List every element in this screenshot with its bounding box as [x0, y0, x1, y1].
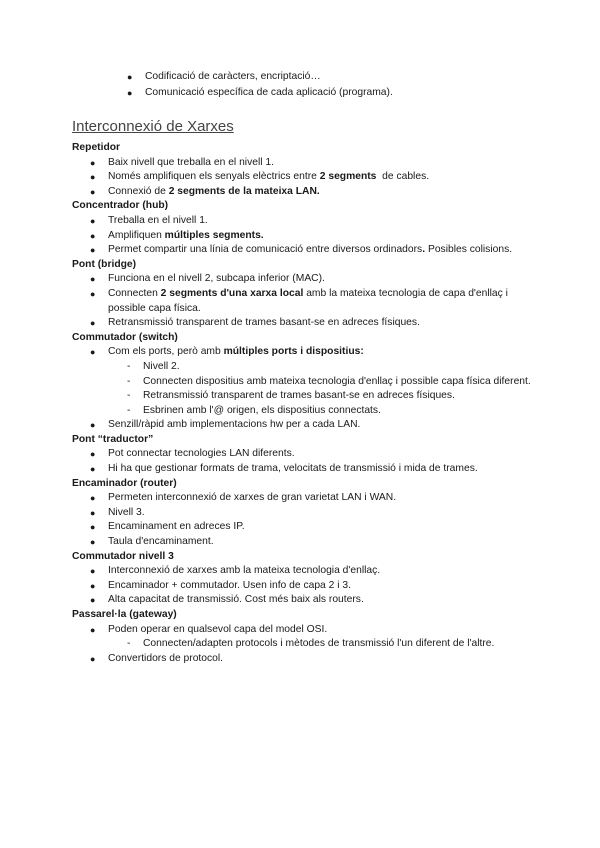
- list-item: ● Taula d'encaminament.: [72, 535, 542, 550]
- list-item: ● Convertidors de protocol.: [72, 652, 542, 667]
- bullet-icon: ●: [90, 653, 96, 664]
- dash-icon: -: [127, 375, 131, 387]
- bullet-icon: ●: [90, 580, 96, 591]
- device-heading-bridge: Pont (bridge): [72, 258, 137, 270]
- list-item: - Connecten/adapten protocols i mètodes de transmissió l'un diferent de l'altre.: [108, 637, 542, 652]
- list-item: ● Permeten interconnexió de xarxes de gran varietat LAN i WAN.: [72, 491, 542, 506]
- list-item: ● Poden operar en qualsevol capa del model OSI.: [72, 623, 542, 638]
- list-item: ● Com els ports, però amb múltiples ports i dispositius:: [72, 345, 542, 360]
- device-heading-hub: Concentrador (hub): [72, 200, 169, 212]
- list-item: - Esbrinen amb l'@ origen, els dispositius connectats.: [108, 404, 542, 419]
- list-item: ● Pot connectar tecnologies LAN diferents.: [72, 447, 542, 462]
- bullet-icon: ●: [90, 522, 96, 533]
- list-item: ● Encaminament en adreces IP.: [72, 520, 542, 535]
- device-list-gateway: [72, 623, 542, 638]
- bullet-icon: ●: [90, 566, 96, 577]
- dash-icon: -: [127, 404, 131, 416]
- list-item: ● Treballa en el nivell 1.: [72, 214, 542, 229]
- device-heading-l3switch: Commutador nivell 3: [72, 550, 174, 562]
- bullet-icon: ●: [90, 157, 96, 168]
- bullet-icon: ●: [90, 420, 96, 431]
- device-heading-gateway: Passarel·la (gateway): [72, 609, 177, 620]
- device-list-switch-2: [72, 418, 542, 433]
- device-list-traductor: [72, 447, 542, 476]
- list-item: ● Amplifiquen múltiples segments.: [72, 229, 542, 244]
- device-list-l3switch: [72, 564, 542, 608]
- list-item: ● Codificació de caràcters, encriptació…: [127, 70, 393, 86]
- device-sublist-gateway: [72, 637, 542, 652]
- list-item: ● Funciona en el nivell 2, subcapa inferior (MAC).: [72, 272, 542, 287]
- bullet-icon: ●: [90, 464, 96, 475]
- list-item: ● Connexió de 2 segments de la mateixa LAN.: [72, 185, 542, 200]
- bullet-icon: ●: [127, 72, 133, 82]
- list-item: ● Retransmissió transparent de trames basant-se en adreces físiques.: [72, 316, 542, 331]
- list-item: ● Alta capacitat de transmissió. Cost més baix als routers.: [72, 593, 542, 608]
- bullet-icon: ●: [90, 537, 96, 548]
- bullet-icon: ●: [127, 88, 133, 98]
- list-item: ● Nivell 3.: [72, 506, 542, 521]
- list-item: ● Baix nivell que treballa en el nivell 1.: [72, 156, 542, 171]
- device-heading-traductor: Pont “traductor”: [72, 433, 154, 445]
- list-item: ● Senzill/ràpid amb implementacions hw per a cada LAN.: [72, 418, 542, 433]
- bullet-icon: ●: [90, 449, 96, 460]
- device-list-hub: [72, 214, 542, 258]
- dash-icon: -: [127, 638, 131, 650]
- list-item: ● Hi ha que gestionar formats de trama, velocitats de transmissió i mida de trames.: [72, 462, 542, 477]
- device-list-router: [72, 491, 542, 549]
- list-item: ● Permet compartir una línia de comunicació entre diversos ordinadors. Posibles colisions.: [72, 243, 542, 258]
- list-item: - Connecten dispositius amb mateixa tecnologia d'enllaç i possible capa física diferent.: [108, 375, 542, 390]
- list-item: ● Encaminador + commutador. Usen info de capa 2 i 3.: [72, 579, 542, 594]
- list-item: - Retransmissió transparent de trames basant-se en adreces físiques.: [108, 389, 542, 404]
- bullet-icon: ●: [90, 624, 96, 635]
- bullet-icon: ●: [90, 595, 96, 606]
- bullet-icon: ●: [90, 507, 96, 518]
- bullet-icon: ●: [90, 215, 96, 226]
- bullet-icon: ●: [90, 274, 96, 285]
- device-heading-switch: Commutador (switch): [72, 331, 178, 343]
- list-item: - Nivell 2.: [108, 360, 542, 375]
- top-bullet-list: [127, 70, 393, 102]
- bullet-icon: ●: [90, 172, 96, 183]
- device-list-repetidor: [72, 156, 542, 200]
- list-item: ● Connecten 2 segments d'una xarxa local amb la mateixa tecnologia de capa d'enllaç i possible capa física.: [90, 287, 508, 314]
- device-list-gateway-2: [72, 652, 542, 667]
- device-list-switch: [72, 345, 542, 360]
- dash-icon: -: [127, 360, 131, 372]
- device-list-bridge: [72, 272, 542, 330]
- dash-icon: -: [127, 390, 131, 402]
- list-item: ● Només amplifiquen els senyals elèctrics entre 2 segments de cables.: [72, 170, 542, 185]
- list-item: ● Interconnexió de xarxes amb la mateixa tecnologia d'enllaç.: [72, 564, 542, 579]
- bullet-icon: ●: [90, 245, 96, 256]
- device-heading-router: Encaminador (router): [72, 477, 177, 489]
- device-heading-repetidor: Repetidor: [72, 142, 121, 153]
- bullet-icon: ●: [90, 186, 96, 197]
- bullet-icon: ●: [90, 230, 96, 241]
- bullet-icon: ●: [90, 347, 96, 358]
- list-item: ● Comunicació específica de cada aplicació (programa).: [127, 86, 393, 102]
- section-title: Interconnexió de Xarxes: [72, 118, 234, 135]
- bullet-icon: ●: [90, 493, 96, 504]
- bullet-icon: ●: [90, 288, 96, 299]
- main-content: [72, 117, 542, 666]
- bullet-icon: ●: [90, 318, 96, 329]
- device-sublist-switch: [72, 360, 542, 418]
